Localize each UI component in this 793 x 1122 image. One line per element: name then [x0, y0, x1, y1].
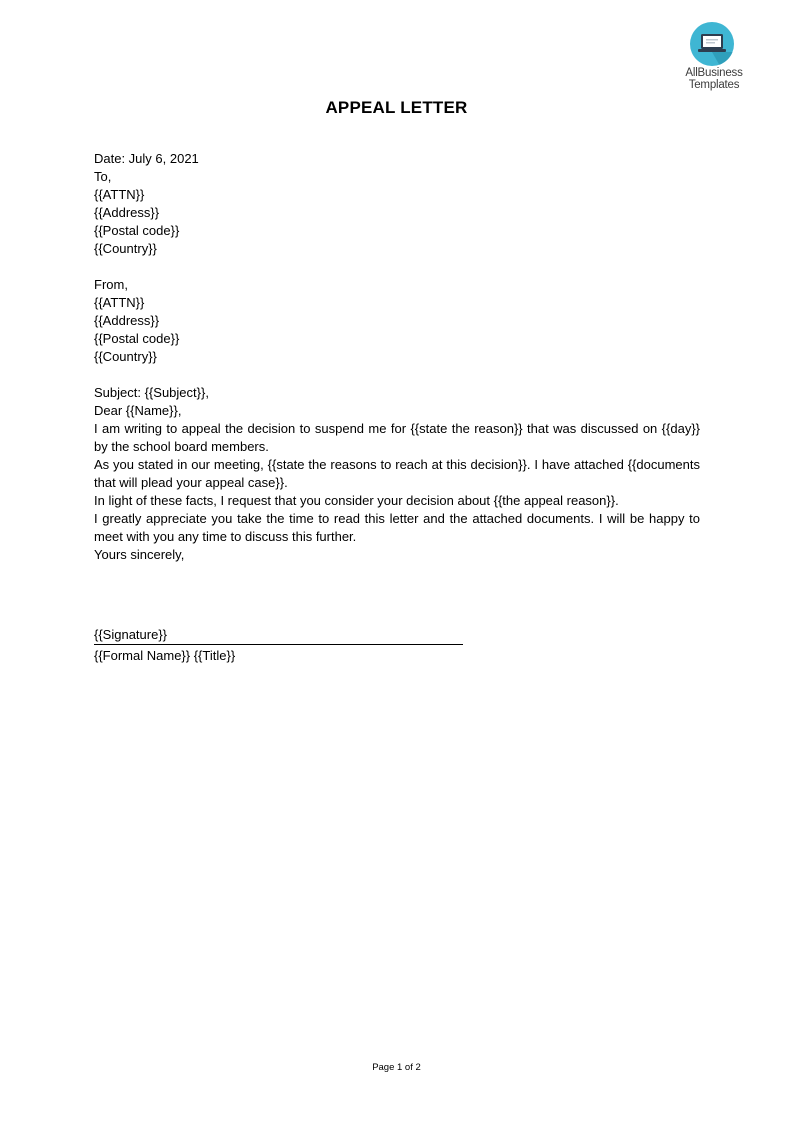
signature-placeholder: {{Signature}}	[94, 627, 168, 642]
to-attn: {{ATTN}}	[94, 187, 145, 202]
signature-space	[94, 564, 700, 626]
paragraph-3: In light of these facts, I request that you consider your decision about {{the appeal reason}}.	[94, 493, 619, 508]
letter-body	[94, 150, 700, 665]
to-label: To,	[94, 169, 112, 184]
subject-line: Subject: {{Subject}},	[94, 385, 209, 400]
from-address: {{Address}}	[94, 313, 160, 328]
page-number: Page 1 of 2	[372, 1062, 421, 1073]
signature-line	[94, 644, 463, 645]
closing: Yours sincerely,	[94, 547, 185, 562]
to-country: {{Country}}	[94, 241, 157, 256]
from-attn: {{ATTN}}	[94, 295, 145, 310]
to-address: {{Address}}	[94, 205, 160, 220]
paragraph-1: I am writing to appeal the decision to suspend me for {{state the reason}} that was discussed on {{day}} by the school board members.	[94, 421, 700, 454]
date-line: Date: July 6, 2021	[94, 151, 199, 166]
salutation: Dear {{Name}},	[94, 403, 182, 418]
from-postal-code: {{Postal code}}	[94, 331, 180, 346]
paragraph-4: I greatly appreciate you take the time to read this letter and the attached documents. I will be happy to meet with you any time to discuss this further.	[94, 511, 700, 544]
paragraph-2: As you stated in our meeting, {{state the reasons to reach at this decision}}. I have attached {{documents that will plead your appeal case}}.	[94, 457, 700, 490]
from-label: From,	[94, 277, 128, 292]
to-postal-code: {{Postal code}}	[94, 223, 180, 238]
document-title: APPEAL LETTER	[325, 98, 468, 117]
from-country: {{Country}}	[94, 349, 157, 364]
logo-text	[676, 67, 752, 91]
laptop-icon	[690, 22, 734, 66]
recipient-address-block	[94, 168, 700, 258]
sender-address-block	[94, 276, 700, 366]
logo-line-1: AllBusiness	[685, 67, 743, 79]
formal-name-title: {{Formal Name}} {{Title}}	[94, 648, 236, 663]
allbusiness-templates-logo	[676, 22, 752, 94]
logo-line-2: Templates	[688, 79, 740, 91]
